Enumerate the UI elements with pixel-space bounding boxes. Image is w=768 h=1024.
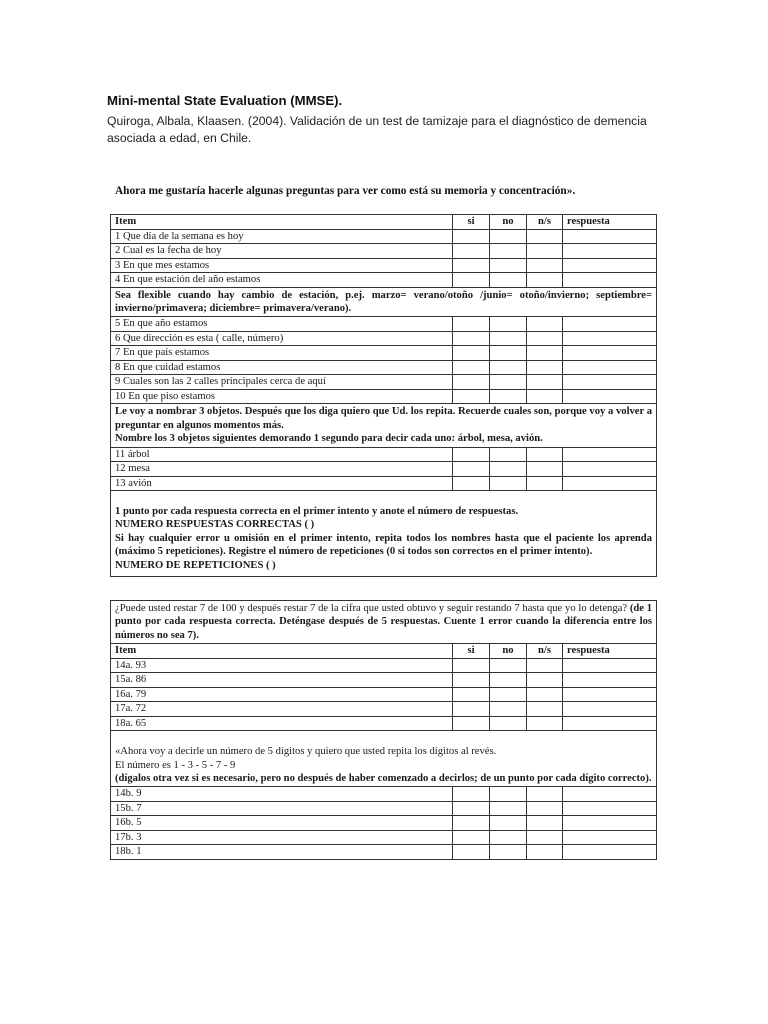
no-cell[interactable] [490,462,527,477]
no-cell[interactable] [490,346,527,361]
column-header-no: no [490,215,527,230]
si-cell[interactable] [453,346,490,361]
si-cell[interactable] [453,816,490,831]
si-cell[interactable] [453,375,490,390]
ns-cell[interactable] [527,673,563,688]
item-label: 4 En que estación del año estamos [111,273,453,288]
attention-instructions [111,601,657,644]
column-header-respuesta: respuesta [563,215,657,230]
ns-cell[interactable] [527,331,563,346]
table-row [111,476,657,491]
ns-cell[interactable] [527,346,563,361]
ns-cell[interactable] [527,801,563,816]
no-cell[interactable] [490,830,527,845]
table-row [111,716,657,731]
item-label: 17a. 72 [111,702,453,717]
table-row [111,346,657,361]
ns-cell[interactable] [527,258,563,273]
mmse-table-attention [110,600,657,860]
ns-cell[interactable] [527,716,563,731]
no-cell[interactable] [490,816,527,831]
respuesta-cell[interactable] [563,801,657,816]
no-cell[interactable] [490,801,527,816]
season-note-row [111,287,657,317]
item-label: 8 En que cuidad estamos [111,360,453,375]
respuesta-cell[interactable] [563,816,657,831]
respuesta-cell[interactable] [563,389,657,404]
reverse-instructions [111,731,657,787]
respuesta-cell[interactable] [563,658,657,673]
item-label: 6 Que dirección es esta ( calle, número) [111,331,453,346]
item-label: 9 Cuales son las 2 calles principales cerca de aquí [111,375,453,390]
table-header-row [111,644,657,659]
no-cell[interactable] [490,716,527,731]
mmse-table-orientation-registration [110,214,657,577]
respuesta-cell[interactable] [563,476,657,491]
si-cell[interactable] [453,462,490,477]
no-cell[interactable] [490,244,527,259]
no-cell[interactable] [490,476,527,491]
table-row [111,389,657,404]
ns-cell[interactable] [527,360,563,375]
table-row [111,229,657,244]
ns-cell[interactable] [527,816,563,831]
respuesta-cell[interactable] [563,346,657,361]
si-cell[interactable] [453,673,490,688]
ns-cell[interactable] [527,845,563,860]
si-cell[interactable] [453,258,490,273]
respuesta-cell[interactable] [563,462,657,477]
ns-cell[interactable] [527,462,563,477]
no-cell[interactable] [490,687,527,702]
no-cell[interactable] [490,389,527,404]
table-row [111,816,657,831]
ns-cell[interactable] [527,229,563,244]
table-row [111,687,657,702]
no-cell[interactable] [490,229,527,244]
item-label: 16b. 5 [111,816,453,831]
respuesta-cell[interactable] [563,360,657,375]
attention-instructions-row [111,601,657,644]
no-cell[interactable] [490,258,527,273]
respuesta-cell[interactable] [563,447,657,462]
scoring-line: Si hay cualquier error u omisión en el primer intento, repita todos los nombres hasta que el paciente los aprenda (máximo 5 repeticiones). Registre el número de repeticiones (0 si todos son correctos en el primer intento). [115,532,652,558]
table-row [111,673,657,688]
respuesta-cell[interactable] [563,830,657,845]
no-cell[interactable] [490,845,527,860]
si-cell[interactable] [453,389,490,404]
intro-text: Ahora me gustaría hacerle algunas preguntas para ver como está su memoria y concentración». [115,185,576,197]
repetitions-count-label: NUMERO DE REPETICIONES ( ) [115,559,276,571]
registration-scoring [111,491,657,577]
respuesta-cell[interactable] [563,375,657,390]
column-header-item: Item [111,644,453,659]
no-cell[interactable] [490,658,527,673]
ns-cell[interactable] [527,702,563,717]
item-label: 1 Que día de la semana es hoy [111,229,453,244]
respuesta-cell[interactable] [563,317,657,332]
ns-cell[interactable] [527,389,563,404]
si-cell[interactable] [453,360,490,375]
table-row [111,331,657,346]
item-label: 18b. 1 [111,845,453,860]
ns-cell[interactable] [527,317,563,332]
ns-cell[interactable] [527,375,563,390]
respuesta-cell[interactable] [563,716,657,731]
table-row [111,830,657,845]
registration-instructions [111,404,657,447]
item-label: 15b. 7 [111,801,453,816]
table-row [111,658,657,673]
table-row [111,273,657,288]
item-label: 16a. 79 [111,687,453,702]
table-row [111,447,657,462]
column-header-si: si [453,644,490,659]
si-cell[interactable] [453,830,490,845]
item-label: 3 En que mes estamos [111,258,453,273]
column-header-respuesta: respuesta [563,644,657,659]
ns-cell[interactable] [527,273,563,288]
registration-instruction-line: Nombre los 3 objetos siguientes demorando 1 segundo para decir cada uno: árbol, mesa, avión. [115,433,543,445]
respuesta-cell[interactable] [563,673,657,688]
column-header-ns: n/s [527,215,563,230]
item-label: 18a. 65 [111,716,453,731]
ns-cell[interactable] [527,830,563,845]
table-row [111,787,657,802]
si-cell[interactable] [453,845,490,860]
table-row [111,845,657,860]
ns-cell[interactable] [527,687,563,702]
ns-cell[interactable] [527,476,563,491]
table-header-row [111,215,657,230]
item-label: 11 árbol [111,447,453,462]
no-cell[interactable] [490,447,527,462]
si-cell[interactable] [453,317,490,332]
attention-question: ¿Puede usted restar 7 de 100 y después restar 7 de la cifra que usted obtuvo y seguir restando 7 hasta que yo lo detenga? [115,603,628,614]
column-header-si: si [453,215,490,230]
reverse-scoring-note: (dígalos otra vez si es necesario, pero no después de haber comenzado a decirlos; de un punto por cada dígito correcto). [115,773,652,785]
no-cell[interactable] [490,787,527,802]
table-row [111,375,657,390]
document-citation: Quiroga, Albala, Klaasen. (2004). Validación de un test de tamizaje para el diagnóstico de demencia asociada a edad, en Chile. [107,114,647,145]
si-cell[interactable] [453,476,490,491]
respuesta-cell[interactable] [563,687,657,702]
no-cell[interactable] [490,273,527,288]
registration-scoring-row [111,491,657,577]
column-header-item: Item [111,215,453,230]
ns-cell[interactable] [527,447,563,462]
table-row [111,360,657,375]
item-label: 14a. 93 [111,658,453,673]
no-cell[interactable] [490,673,527,688]
item-label: 10 En que piso estamos [111,389,453,404]
respuesta-cell[interactable] [563,331,657,346]
si-cell[interactable] [453,702,490,717]
reverse-instruction-line: «Ahora voy a decirle un número de 5 dígitos y quiero que usted repita los dígitos al revés. [115,746,497,758]
table-row [111,801,657,816]
item-label: 12 mesa [111,462,453,477]
no-cell[interactable] [490,331,527,346]
column-header-ns: n/s [527,644,563,659]
si-cell[interactable] [453,273,490,288]
item-label: 13 avión [111,476,453,491]
si-cell[interactable] [453,229,490,244]
scoring-line: 1 punto por cada respuesta correcta en el primer intento y anote el número de respuestas. [115,506,519,518]
column-header-no: no [490,644,527,659]
respuesta-cell[interactable] [563,229,657,244]
si-cell[interactable] [453,244,490,259]
respuesta-cell[interactable] [563,244,657,259]
table-row [111,317,657,332]
si-cell[interactable] [453,331,490,346]
no-cell[interactable] [490,702,527,717]
item-label: 14b. 9 [111,787,453,802]
respuesta-cell[interactable] [563,787,657,802]
respuesta-cell[interactable] [563,845,657,860]
table-row [111,258,657,273]
item-label: 7 En que país estamos [111,346,453,361]
item-label: 2 Cual es la fecha de hoy [111,244,453,259]
attention-scoring-note: (de 1 punto por cada respuesta correcta. Deténgase después de 5 respuestas. Cuente 1 error cuando la diferencia entre los números no sea 7). [115,603,653,641]
respuesta-cell[interactable] [563,702,657,717]
season-note: Sea flexible cuando hay cambio de estación, p.ej. marzo= verano/otoño /junio= otoño/invierno; septiembre= invierno/primavera; diciembre= primavera/verano). [111,287,657,317]
no-cell[interactable] [490,317,527,332]
correct-answers-count-label: NUMERO RESPUESTAS CORRECTAS ( ) [115,519,315,531]
ns-cell[interactable] [527,244,563,259]
si-cell[interactable] [453,787,490,802]
no-cell[interactable] [490,360,527,375]
item-label: 17b. 3 [111,830,453,845]
no-cell[interactable] [490,375,527,390]
respuesta-cell[interactable] [563,273,657,288]
si-cell[interactable] [453,447,490,462]
document-header [107,93,687,147]
table-row [111,702,657,717]
item-label: 15a. 86 [111,673,453,688]
respuesta-cell[interactable] [563,258,657,273]
si-cell[interactable] [453,716,490,731]
si-cell[interactable] [453,801,490,816]
table-row [111,244,657,259]
document-title: Mini-mental State Evaluation (MMSE). [107,93,343,108]
item-label: 5 En que año estamos [111,317,453,332]
si-cell[interactable] [453,658,490,673]
reverse-number-line: El número es 1 - 3 - 5 - 7 - 9 [115,759,236,771]
ns-cell[interactable] [527,658,563,673]
reverse-instructions-row [111,731,657,787]
registration-instructions-row [111,404,657,447]
si-cell[interactable] [453,687,490,702]
ns-cell[interactable] [527,787,563,802]
registration-instruction-line: Le voy a nombrar 3 objetos. Después que los diga quiero que Ud. los repita. Recuerde cuales son, porque voy a volver a preguntar en algunos momentos más. [115,406,652,431]
table-row [111,462,657,477]
